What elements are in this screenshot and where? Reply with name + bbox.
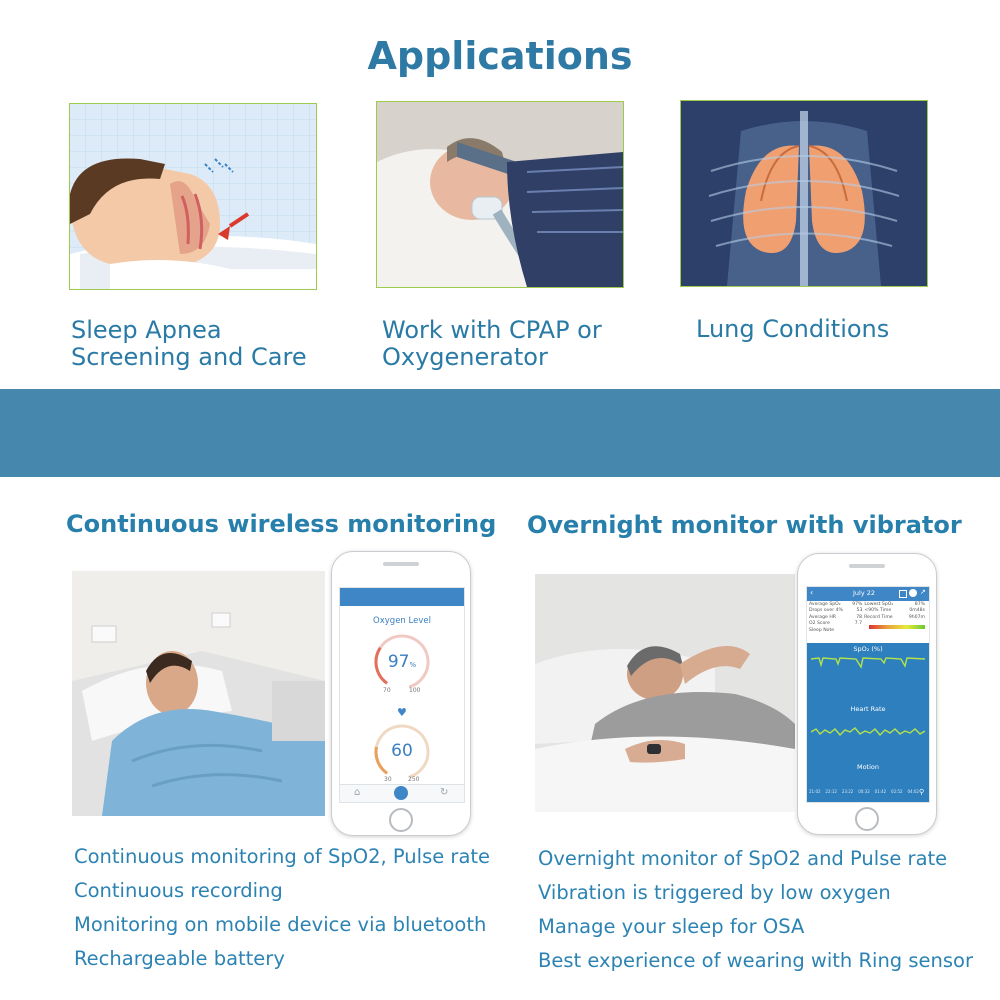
right-feature-list xyxy=(538,842,973,978)
chart-spo2-label: SpO₂ (%) xyxy=(853,645,883,653)
caption-lung xyxy=(696,316,889,343)
stats-cell: 0m48s xyxy=(909,608,925,614)
heart-icon: ♥ xyxy=(397,706,407,719)
caption-line: Oxygenerator xyxy=(382,343,548,371)
list-item: Vibration is triggered by low oxygen xyxy=(538,881,891,904)
speaker-grille xyxy=(849,564,885,568)
time-tick: 00:32 xyxy=(858,789,870,794)
stats-cell: Average HR xyxy=(809,614,836,620)
spo2-min: 70 xyxy=(383,687,391,694)
time-tick: 23:22 xyxy=(841,789,854,794)
edit-icon[interactable] xyxy=(899,590,907,598)
heading-continuous-monitoring: Continuous wireless monitoring xyxy=(66,510,497,538)
stats-cell: O2 Score xyxy=(809,621,830,627)
pulse-max: 250 xyxy=(408,776,420,783)
stats-cell xyxy=(837,628,865,634)
stats-panel xyxy=(807,601,929,634)
sleep-apnea-illustration xyxy=(69,103,317,290)
list-item: Monitoring on mobile device via bluetooth xyxy=(74,913,487,936)
cpap-photo xyxy=(376,101,624,288)
home-button[interactable] xyxy=(389,808,413,832)
back-icon[interactable]: ‹ xyxy=(810,588,814,597)
pulse-value: 60 xyxy=(391,741,413,761)
stats-cell: Sleep Note xyxy=(809,627,835,633)
list-item: Manage your sleep for OSA xyxy=(538,915,805,938)
chart-hr-label: Heart Rate xyxy=(850,705,886,713)
report-date: July 22 xyxy=(853,589,876,597)
stats-cell: 97% xyxy=(852,602,863,607)
time-axis xyxy=(809,789,919,794)
time-tick: 01:42 xyxy=(874,789,887,794)
time-tick: 02:52 xyxy=(891,789,903,794)
phone-screen xyxy=(339,587,465,803)
stats-cell: 87% xyxy=(914,602,925,607)
caption-line: Lung Conditions xyxy=(696,315,890,343)
phone-screen xyxy=(806,586,930,803)
app-header-bar xyxy=(807,587,929,601)
time-tick: 04:02 xyxy=(907,789,919,794)
stats-cell: 53 xyxy=(856,608,863,614)
list-item: Overnight monitor of SpO2 and Pulse rate xyxy=(538,847,948,870)
hr-trace xyxy=(811,723,925,741)
spo2-max: 100 xyxy=(409,687,421,694)
share-tab-icon[interactable]: ↻ xyxy=(440,787,449,798)
heading-overnight-monitor: Overnight monitor with vibrator xyxy=(527,511,962,539)
phone-oxygen-app xyxy=(331,551,471,836)
trend-chart xyxy=(807,643,929,802)
caption-sleep-apnea xyxy=(71,317,307,371)
pulse-min: 30 xyxy=(384,776,392,783)
phone-sleep-report-app xyxy=(797,553,937,835)
caption-line: Screening and Care xyxy=(71,343,307,371)
stats-cell: <90% Time xyxy=(864,608,892,614)
time-tick: 22:12 xyxy=(825,789,837,794)
list-item: Best experience of wearing with Ring sensor xyxy=(538,949,974,972)
divider-band xyxy=(0,389,1000,477)
home-tab-icon[interactable]: ⌂ xyxy=(354,787,361,798)
sleeping-man-photo xyxy=(535,574,795,812)
lungs-illustration xyxy=(680,100,928,287)
stats-cell: Average SpO₂ xyxy=(809,602,841,607)
caption-line: Work with CPAP or xyxy=(382,316,602,344)
score-bar xyxy=(869,625,925,629)
share-icon[interactable]: ↗ xyxy=(920,588,926,596)
list-item: Continuous recording xyxy=(74,879,283,902)
chart-motion-label: Motion xyxy=(856,763,880,771)
list-item: Continuous monitoring of SpO2, Pulse rate xyxy=(74,845,491,868)
caption-line: Sleep Apnea xyxy=(71,316,222,344)
stats-cell: 9h07m xyxy=(908,614,925,620)
stats-cell: Lowest SpO₂ xyxy=(864,602,894,607)
spo2-value: 97 xyxy=(387,652,410,672)
caption-cpap xyxy=(382,317,602,371)
spo2-trace xyxy=(811,653,925,673)
info-icon[interactable] xyxy=(909,589,917,597)
screen-title: Oxygen Level xyxy=(373,616,431,626)
speaker-grille xyxy=(383,562,419,566)
page-title: Applications xyxy=(367,34,633,78)
list-item: Rechargeable battery xyxy=(74,947,285,970)
left-feature-list xyxy=(74,840,490,976)
spo2-unit: % xyxy=(409,661,417,669)
stats-cell: 78 xyxy=(856,614,863,620)
hospital-patient-photo xyxy=(72,571,325,816)
app-header-bar xyxy=(340,588,464,606)
home-button[interactable] xyxy=(855,807,879,831)
monitor-tab-icon[interactable] xyxy=(394,786,408,800)
stats-cell: Record Time xyxy=(864,614,893,620)
tab-bar xyxy=(340,784,464,803)
stats-cell: Drops over 4% xyxy=(809,608,843,614)
zoom-icon[interactable]: ⚲ xyxy=(919,788,925,796)
time-tick: 21:02 xyxy=(809,789,821,794)
stats-cell: 7.7 xyxy=(854,621,863,627)
